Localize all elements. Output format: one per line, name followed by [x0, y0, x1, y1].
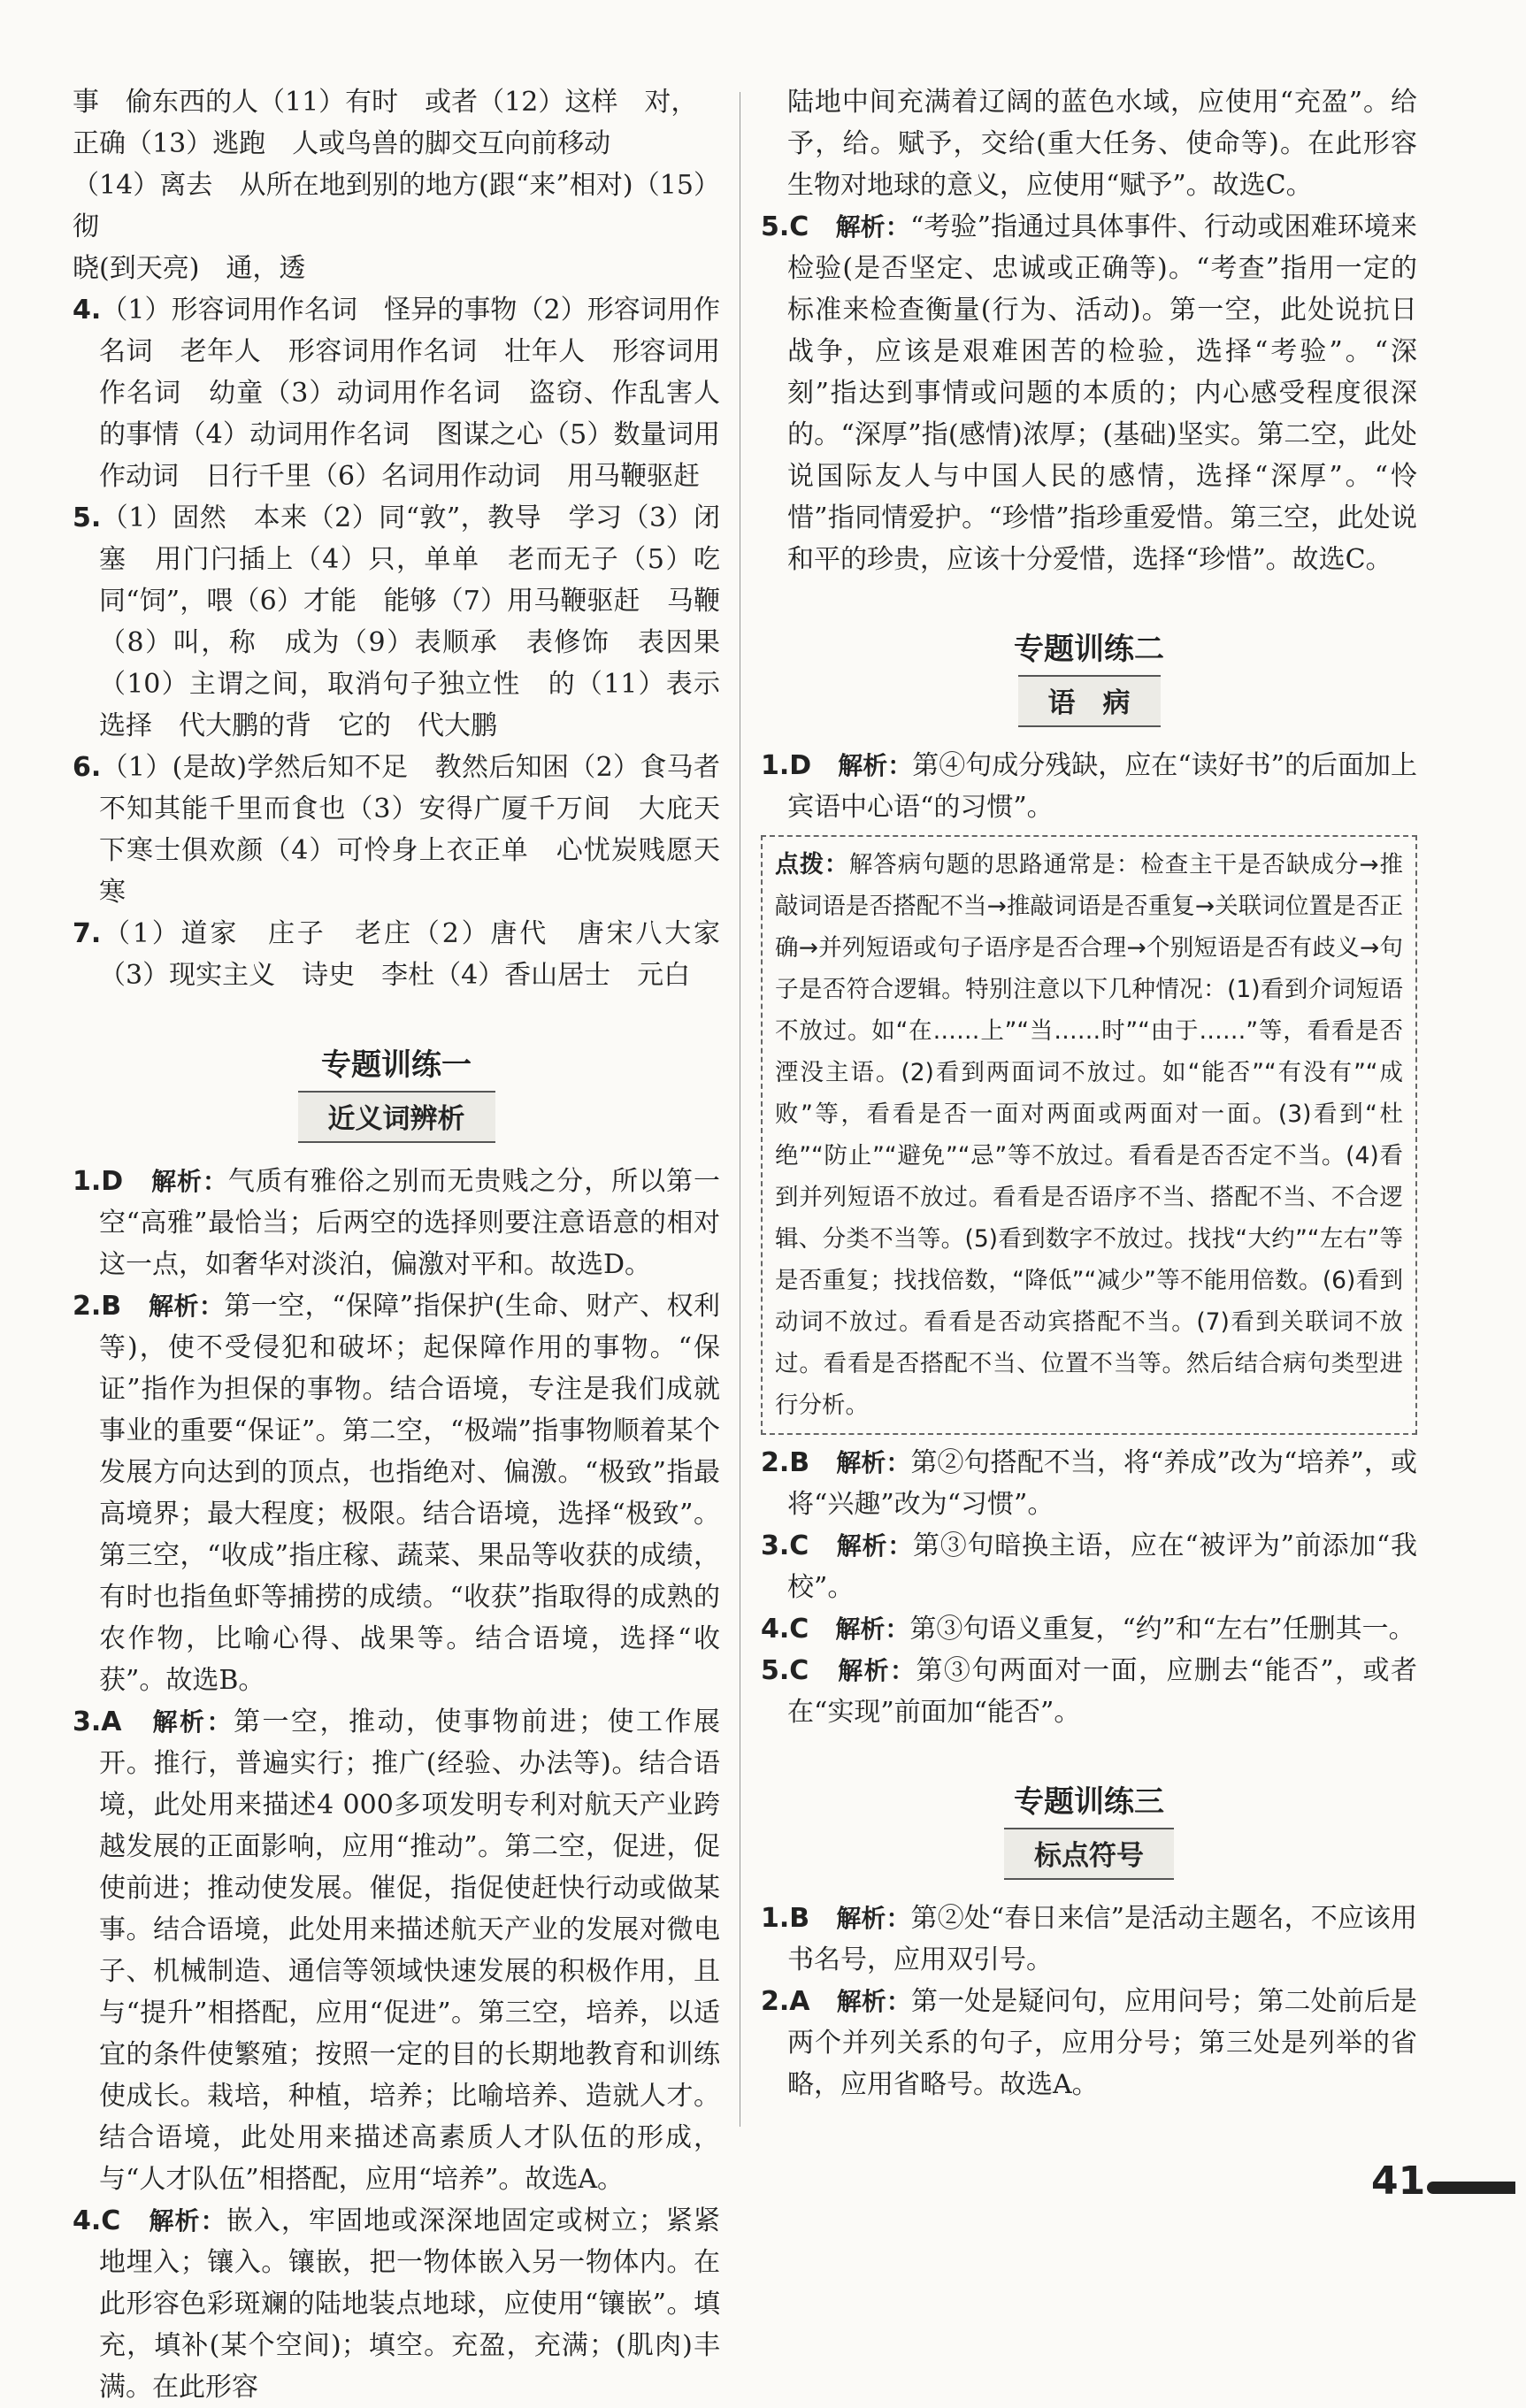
item-text: 第③句暗换主语，应在“被评为”前添加“我校”。	[787, 1530, 1418, 1603]
item-text: 第②处“春日来信”是活动主题名，不应该用书名号，应用双引号。	[787, 1903, 1417, 1975]
item-text: （1）(是故)学然后知不足 教然后知困（2）食马者不知其能千里而食也（3）安得广厦千万间 大庇天下寒士俱欢颜（4）可怜身上衣正单 心忧炭贱愿天寒	[99, 752, 720, 908]
item-text: 第②句搭配不当，将“养成”改为“培养”，或将“兴趣”改为“习惯”。	[787, 1447, 1417, 1520]
item-number: 3.	[73, 1706, 102, 1737]
answer-item	[761, 745, 1417, 828]
item-number: 4.	[761, 1614, 790, 1645]
item-number: 5.	[761, 211, 790, 242]
analysis-label: 解析：	[838, 1656, 916, 1685]
analysis-label: 解析：	[836, 1904, 911, 1933]
answer-letter: D	[789, 750, 812, 781]
answer-item	[761, 1442, 1417, 1525]
answer-letter: C	[789, 1530, 809, 1561]
answer-letter: C	[789, 1655, 809, 1686]
section-subtitle: 语 病	[1018, 675, 1161, 727]
item-text: 第一空，推动，使事物前进；使工作展开。推行，普遍实行；推广(经验、办法等)。结合语境，此处用来描述4 000多项发明专利对航天产业跨越发展的正面影响，应用“推动”。第二空，促进，促使前进；推动使发展。催促，指促使赶快行动或做某事。结合语境，此处用来描述航天产业的发展对微电子、机械制造、通信等领域快速发展的积极作用，且与“提升”相搭配，应用“促进”。第三空，培养，以适宜的条件使繁殖；按照一定的目的长期地教育和训练使成长。栽培，种植，培养；比喻培养、造就人才。结合语境，此处用来描述高素质人才队伍的形成，与“人才队伍”相搭配，应用“培养”。故选A。	[99, 1706, 720, 2195]
item-text: 第④句成分残缺，应在“读好书”的后面加上宾语中心语“的习惯”。	[787, 750, 1417, 823]
continued-text: 陆地中间充满着辽阔的蓝色水域，应使用“充盈”。给予，给。赋予，交给(重大任务、使命等)。在此形容生物对地球的意义，应使用“赋予”。故选C。	[787, 87, 1417, 201]
answer-item	[761, 1898, 1417, 1981]
answer-letter: C	[789, 211, 809, 242]
item-number: 2.	[761, 1986, 790, 2017]
answer-item	[73, 1701, 720, 2200]
analysis-label: 解析：	[835, 212, 910, 242]
item-text: 气质有雅俗之别而无贵贱之分，所以第一空“高雅”最恰当；后两空的选择则要注意语意的相对这一点，如奢华对淡泊，偏激对平和。故选D。	[99, 1166, 720, 1280]
section-title: 专题训练一	[321, 1047, 472, 1083]
intro-line: 晓(到天亮) 通，透	[73, 253, 306, 284]
answer-letter: A	[101, 1706, 122, 1737]
item-text: （1）形容词用作名词 怪异的事物（2）形容词用作名词 老年人 形容词用作名词 壮年人 形容词用作名词 幼童（3）动词用作名词 盗窃、作乱害人的事情（4）动词用作名词 图谋之心（5）数量词用作动词 日行千里（6）名词用作动词 用马鞭驱赶	[99, 295, 720, 492]
item-number: 7.	[73, 918, 102, 949]
analysis-label: 解析：	[152, 1707, 234, 1737]
tip-box	[761, 835, 1417, 1435]
answer-item	[73, 1161, 720, 1285]
answer-letter: B	[789, 1903, 810, 1934]
answer-item	[761, 1981, 1417, 2105]
item-text: 第一处是疑问句，应用问号；第二处前后是两个并列关系的句子，应用分号；第三处是列举的省略，应用省略号。故选A。	[787, 1986, 1417, 2100]
answer-item-6	[73, 747, 720, 913]
answer-letter: B	[789, 1447, 810, 1478]
answer-letter: C	[789, 1614, 809, 1645]
item-number: 2.	[761, 1447, 790, 1478]
tip-text: 解答病句题的思路通常是：检查主干是否缺成分→推敲词语是否搭配不当→推敲词语是否重复→关联词位置是否正确→并列短语或句子语序是否合理→个别短语是否有歧义→句子是否符合逻辑。特别注意以下几种情况：(1)看到介词短语不放过。如“在……上”“当……时”“由于……”等，看看是否湮没主语。(2)看到两面词不放过。如“能否”“有没有”“成败”等，看看是否一面对两面或两面对一面。(3)看到“杜绝”“防止”“避免”“忌”等不放过。看看是否否定不当。(4)看到并列短语不放过。看看是否语序不当、搭配不当、不合逻辑、分类不当等。(5)看到数字不放过。找找“大约”“左右”等是否重复；找找倍数，“降低”“减少”等不能用倍数。(6)看到动词不放过。看看是否动宾搭配不当。(7)看到关联词不放过。看看是否搭配不当、位置不当等。然后结合病句类型进行分析。	[775, 851, 1403, 1419]
item-number: 6.	[73, 752, 102, 783]
item-text: 第一空，“保障”指保护(生命、财产、权利等)，使不受侵犯和破坏；起保障作用的事物。“保证”指作为担保的事物。结合语境，专注是我们成就事业的重要“保证”。第二空，“极端”指事物顺着某个发展方向达到的顶点，也指绝对、偏激。“极致”指最高境界；最大程度；极限。结合语境，选择“极致”。第三空，“收成”指庄稼、蔬菜、果品等收获的成绩，有时也指鱼虾等捕捞的成绩。“收获”指取得的成熟的农作物，比喻心得、战果等。结合语境，选择“收获”。故选B。	[99, 1291, 720, 1696]
analysis-label: 解析：	[149, 2206, 226, 2235]
section-title: 专题训练三	[1014, 1784, 1164, 1820]
answer-item	[73, 2200, 720, 2408]
item-text: 嵌入，牢固地或深深地固定或树立；紧紧地埋入；镶入。镶嵌，把一物体嵌入另一物体内。在此形容色彩斑斓的陆地装点地球，应使用“镶嵌”。填充，填补(某个空间)；填空。充盈，充满；(肌肉)丰满。在此形容	[99, 2205, 720, 2403]
answer-letter: B	[101, 1291, 122, 1322]
analysis-label: 解析：	[836, 1531, 914, 1561]
answer-item-7	[73, 913, 720, 996]
item-text: （1）道家 庄子 老庄（2）唐代 唐宋八大家（3）现实主义 诗史 李杜（4）香山居士 元白	[99, 918, 720, 991]
answer-item	[761, 206, 1417, 580]
answer-item-4	[73, 289, 720, 497]
analysis-label: 解析：	[838, 751, 913, 780]
item-text: “考验”指通过具体事件、行动或困难环境来检验(是否坚定、忠诚或正确等)。“考查”指用一定的标准来检查衡量(行为、活动)。第一空，此处说抗日战争，应该是艰难困苦的检验，选择“考验”。“深刻”指达到事情或问题的本质的；内心感受程度很深的。“深厚”指(感情)浓厚；(基础)坚实。第二空，此处说国际友人与中国人民的感情，选择“深厚”。“怜惜”指同情爱护。“珍惜”指珍重爱惜。第三空，此处说和平的珍贵，应该十分爱惜，选择“珍惜”。故选C。	[787, 211, 1417, 575]
answer-letter: A	[789, 1986, 810, 2017]
answer-letter: C	[101, 2205, 121, 2236]
item-number: 5.	[73, 502, 102, 533]
answer-letter: D	[101, 1166, 124, 1197]
section-title: 专题训练二	[1014, 632, 1164, 667]
item-number: 3.	[761, 1530, 790, 1561]
intro-line: 事 偷东西的人（11）有时 或者（12）这样 对，	[73, 87, 698, 118]
item-number: 1.	[761, 1903, 790, 1934]
item-text: （1）固然 本来（2）同“敦”，教导 学习（3）闭塞 用门闩插上（4）只，单单 老而无子（5）吃 同“饲”，喂（6）才能 能够（7）用马鞭驱赶 马鞭（8）叫，称 成为（9）表顺承 表修饰 表因果（10）主谓之间，取消句子独立性 的（11）表示选择 代大鹏的背 它的 代大鹏	[99, 502, 747, 741]
item-number: 5.	[761, 1655, 790, 1686]
item-number: 2.	[73, 1291, 102, 1322]
analysis-label: 解析：	[836, 1987, 912, 2016]
answer-item	[761, 1608, 1417, 1650]
item-number: 1.	[73, 1166, 102, 1197]
intro-line: （14）离去 从所在地到别的地方(跟“来”相对)（15）彻	[73, 170, 720, 242]
item-number: 1.	[761, 750, 790, 781]
left-column	[73, 81, 747, 2408]
answer-item	[73, 1285, 720, 1701]
item-text: 第③句语义重复，“约”和“左右”任删其一。	[909, 1614, 1415, 1645]
item-number: 4.	[73, 295, 102, 326]
analysis-label: 解析：	[836, 1448, 911, 1477]
answer-item	[761, 1525, 1417, 1608]
analysis-label: 解析：	[151, 1167, 228, 1196]
item-number: 4.	[73, 2205, 102, 2236]
page-number: 41	[1371, 2159, 1426, 2204]
item-text: 第③句两面对一面，应删去“能否”，或者在“实现”前面加“能否”。	[787, 1655, 1417, 1728]
intro-line: 正确（13）逃跑 人或鸟兽的脚交互向前移动	[73, 128, 611, 159]
answer-item	[761, 1650, 1417, 1733]
section-subtitle: 标点符号	[1004, 1828, 1174, 1880]
page-number-bar	[1427, 2182, 1515, 2194]
analysis-label: 解析：	[149, 1292, 225, 1321]
analysis-label: 解析：	[835, 1614, 910, 1644]
right-column	[761, 81, 1417, 2105]
answer-item-5	[73, 497, 747, 747]
tip-label: 点拨：	[775, 851, 849, 878]
section-subtitle: 近义词辨析	[298, 1091, 495, 1143]
